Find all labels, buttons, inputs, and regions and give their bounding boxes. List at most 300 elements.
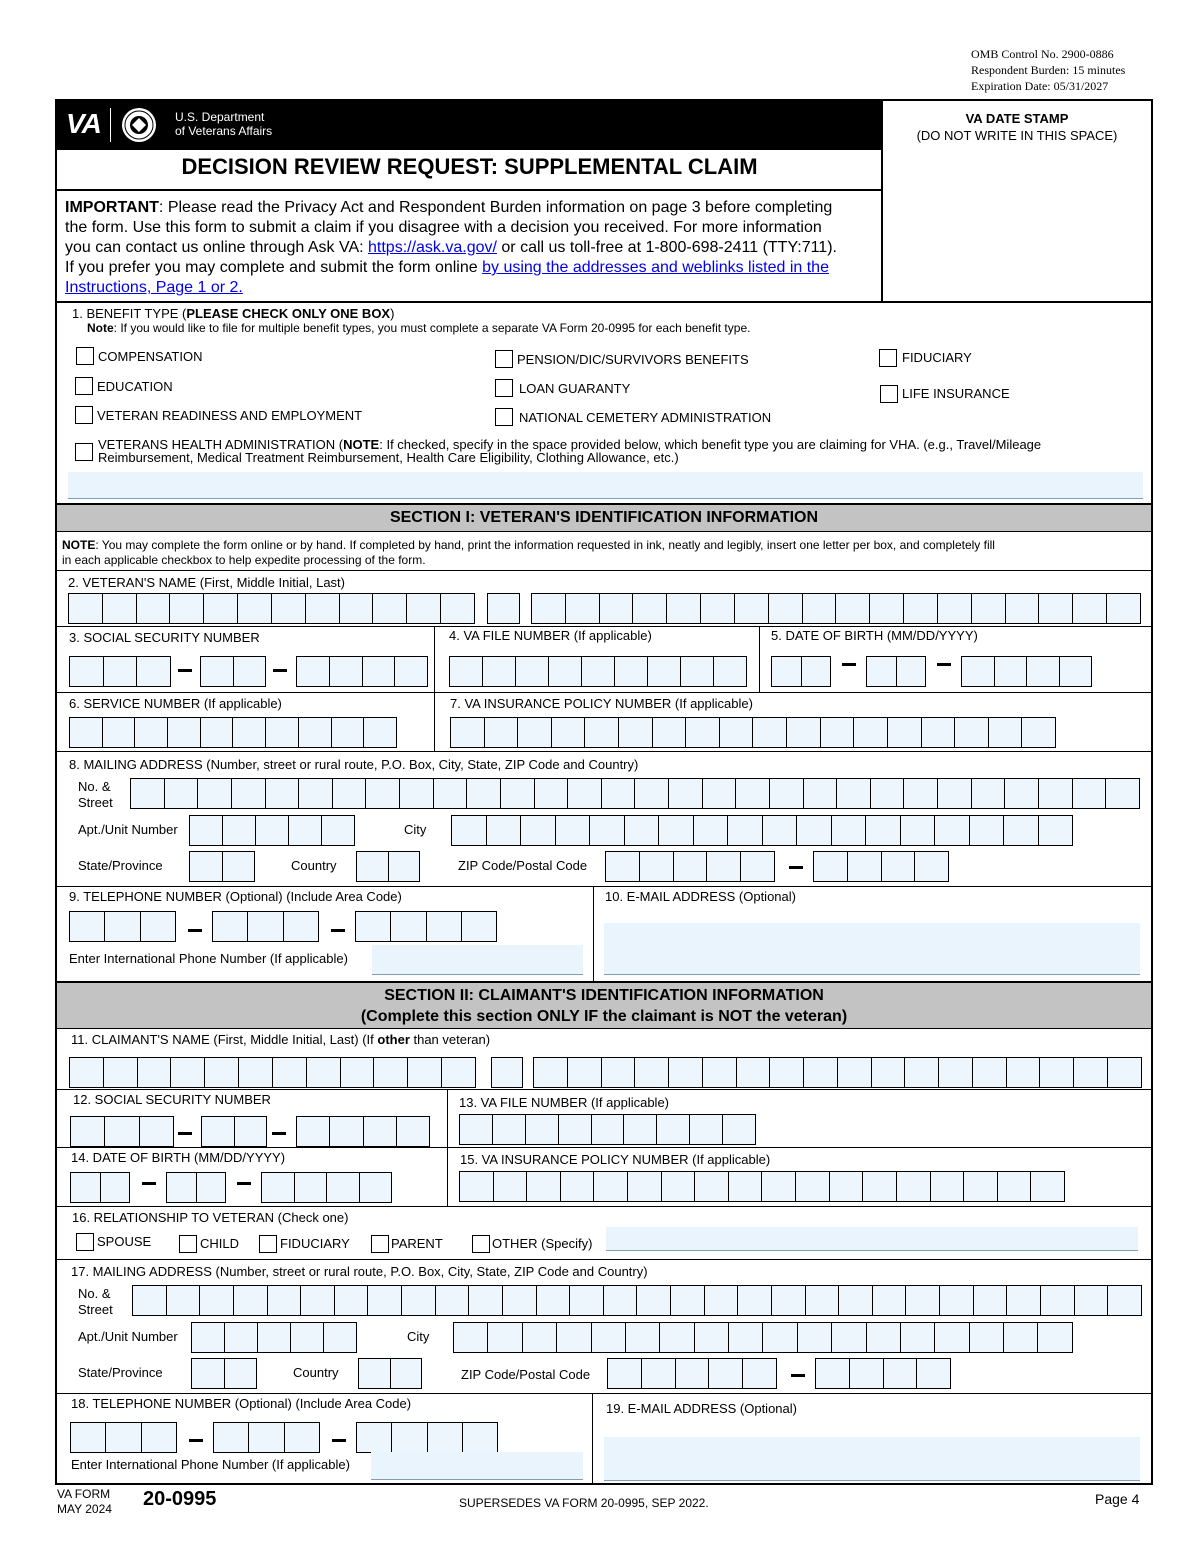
char-box[interactable] <box>192 1359 225 1388</box>
char-box[interactable] <box>291 1323 324 1352</box>
char-box[interactable] <box>720 718 754 747</box>
char-box[interactable] <box>904 594 938 623</box>
char-box[interactable] <box>272 594 306 623</box>
char-box[interactable] <box>503 1286 537 1315</box>
veteran-dob-year[interactable] <box>961 656 1092 687</box>
claimant-phone-area[interactable] <box>70 1422 177 1453</box>
char-box[interactable] <box>882 852 916 881</box>
char-box[interactable] <box>931 1172 965 1201</box>
char-box[interactable] <box>516 657 549 686</box>
char-box[interactable] <box>974 1286 1008 1315</box>
char-box[interactable] <box>602 779 636 808</box>
char-box[interactable] <box>192 1323 225 1352</box>
char-box[interactable] <box>662 1172 696 1201</box>
veteran-middle-initial-box[interactable] <box>487 593 520 624</box>
char-box[interactable] <box>268 1286 302 1315</box>
char-box[interactable] <box>428 1423 463 1452</box>
char-box[interactable] <box>190 852 223 881</box>
char-box[interactable] <box>1007 1286 1041 1315</box>
char-box[interactable] <box>973 1058 1007 1087</box>
char-box[interactable] <box>972 779 1006 808</box>
claimant-zip-boxes[interactable] <box>607 1358 777 1389</box>
char-box[interactable] <box>703 1058 737 1087</box>
claimant-country-boxes[interactable] <box>358 1358 422 1389</box>
char-box[interactable] <box>238 594 272 623</box>
char-box[interactable] <box>707 852 741 881</box>
char-box[interactable] <box>1038 1323 1072 1352</box>
char-box[interactable] <box>256 816 289 845</box>
char-box[interactable] <box>483 657 516 686</box>
char-box[interactable] <box>681 657 714 686</box>
other-checkbox[interactable] <box>472 1235 490 1253</box>
policy-number-boxes[interactable] <box>450 717 1056 748</box>
vre-checkbox[interactable] <box>75 406 93 424</box>
nca-checkbox[interactable] <box>495 408 513 426</box>
char-box[interactable] <box>867 657 897 686</box>
char-box[interactable] <box>225 1359 258 1388</box>
char-box[interactable] <box>619 718 653 747</box>
char-box[interactable] <box>104 1058 138 1087</box>
ask-va-link[interactable]: https://ask.va.gov/ <box>368 239 497 256</box>
char-box[interactable] <box>205 1058 239 1087</box>
char-box[interactable] <box>863 1172 897 1201</box>
char-box[interactable] <box>167 1173 197 1202</box>
char-box[interactable] <box>359 1359 391 1388</box>
char-box[interactable] <box>289 816 322 845</box>
char-box[interactable] <box>552 718 586 747</box>
char-box[interactable] <box>624 1115 657 1144</box>
char-box[interactable] <box>556 816 591 845</box>
char-box[interactable] <box>772 657 802 686</box>
char-box[interactable] <box>797 816 832 845</box>
char-box[interactable] <box>625 816 660 845</box>
char-box[interactable] <box>235 1117 268 1146</box>
char-box[interactable] <box>402 1286 436 1315</box>
char-box[interactable] <box>806 1286 840 1315</box>
char-box[interactable] <box>1007 1058 1041 1087</box>
spouse-checkbox[interactable] <box>76 1233 94 1251</box>
char-box[interactable] <box>669 779 703 808</box>
char-box[interactable] <box>131 779 165 808</box>
char-box[interactable] <box>469 1286 503 1315</box>
char-box[interactable] <box>770 1058 804 1087</box>
char-box[interactable] <box>964 1172 998 1201</box>
char-box[interactable] <box>637 1286 671 1315</box>
char-box[interactable] <box>501 779 535 808</box>
char-box[interactable] <box>626 1323 660 1352</box>
char-box[interactable] <box>301 1286 335 1315</box>
char-box[interactable] <box>460 1115 493 1144</box>
char-box[interactable] <box>366 779 400 808</box>
char-box[interactable] <box>400 779 434 808</box>
char-box[interactable] <box>561 1172 595 1201</box>
char-box[interactable] <box>330 1117 363 1146</box>
char-box[interactable] <box>741 852 775 881</box>
claimant-first-name-boxes[interactable] <box>69 1057 476 1088</box>
claimant-phone-line[interactable] <box>356 1422 498 1453</box>
char-box[interactable] <box>368 1286 402 1315</box>
char-box[interactable] <box>214 1423 249 1452</box>
char-box[interactable] <box>653 718 687 747</box>
char-box[interactable] <box>729 1172 763 1201</box>
char-box[interactable] <box>796 1172 830 1201</box>
char-box[interactable] <box>769 594 803 623</box>
char-box[interactable] <box>674 852 708 881</box>
char-box[interactable] <box>204 594 238 623</box>
char-box[interactable] <box>190 816 223 845</box>
char-box[interactable] <box>873 1286 907 1315</box>
char-box[interactable] <box>940 1286 974 1315</box>
char-box[interactable] <box>200 1286 234 1315</box>
char-box[interactable] <box>604 1286 638 1315</box>
char-box[interactable] <box>735 594 769 623</box>
char-box[interactable] <box>248 912 283 941</box>
char-box[interactable] <box>743 1359 777 1388</box>
char-box[interactable] <box>1005 779 1039 808</box>
char-box[interactable] <box>816 1359 850 1388</box>
claimant-policy-boxes[interactable] <box>459 1171 1065 1202</box>
claimant-email-field[interactable] <box>604 1437 1140 1481</box>
char-box[interactable] <box>905 1058 939 1087</box>
claimant-intl-phone-field[interactable] <box>371 1452 583 1480</box>
char-box[interactable] <box>171 1058 205 1087</box>
service-number-boxes[interactable] <box>69 717 397 748</box>
char-box[interactable] <box>703 779 737 808</box>
char-box[interactable] <box>897 657 927 686</box>
char-box[interactable] <box>137 657 171 686</box>
char-box[interactable] <box>770 779 804 808</box>
char-box[interactable] <box>357 852 389 881</box>
veteran-ssn-part2[interactable] <box>200 656 266 687</box>
char-box[interactable] <box>239 1058 273 1087</box>
instructions-link-b[interactable]: Instructions, Page 1 or 2. <box>65 279 243 296</box>
char-box[interactable] <box>728 816 763 845</box>
char-box[interactable] <box>804 779 838 808</box>
char-box[interactable] <box>391 1359 423 1388</box>
char-box[interactable] <box>694 816 729 845</box>
char-box[interactable] <box>452 816 487 845</box>
veteran-apt-boxes[interactable] <box>189 815 355 846</box>
char-box[interactable] <box>667 594 701 623</box>
char-box[interactable] <box>103 718 136 747</box>
char-box[interactable] <box>867 1323 901 1352</box>
char-box[interactable] <box>105 1117 139 1146</box>
char-box[interactable] <box>798 1323 832 1352</box>
char-box[interactable] <box>648 657 681 686</box>
char-box[interactable] <box>606 852 640 881</box>
claimant-ssn-part1[interactable] <box>70 1116 174 1147</box>
char-box[interactable] <box>434 779 468 808</box>
claimant-ssn-part3[interactable] <box>296 1116 430 1147</box>
char-box[interactable] <box>364 718 397 747</box>
char-box[interactable] <box>559 1115 592 1144</box>
vha-specify-field[interactable] <box>68 472 1143 499</box>
char-box[interactable] <box>299 718 332 747</box>
char-box[interactable] <box>441 594 475 623</box>
veteran-state-boxes[interactable] <box>189 851 255 882</box>
char-box[interactable] <box>585 718 619 747</box>
char-box[interactable] <box>582 657 615 686</box>
char-box[interactable] <box>917 1359 951 1388</box>
char-box[interactable] <box>201 718 234 747</box>
char-box[interactable] <box>897 1172 931 1201</box>
instructions-link-a[interactable]: by using the addresses and weblinks listed in the <box>482 259 829 276</box>
char-box[interactable] <box>1004 816 1039 845</box>
char-box[interactable] <box>1060 657 1093 686</box>
char-box[interactable] <box>333 779 367 808</box>
char-box[interactable] <box>1006 594 1040 623</box>
char-box[interactable] <box>772 1286 806 1315</box>
veteran-phone-area[interactable] <box>69 911 176 942</box>
char-box[interactable] <box>1073 779 1107 808</box>
claimant-ssn-part2[interactable] <box>201 1116 267 1147</box>
char-box[interactable] <box>608 1359 642 1388</box>
veteran-file-boxes[interactable] <box>449 656 747 687</box>
char-box[interactable] <box>832 1323 866 1352</box>
char-box[interactable] <box>202 1117 235 1146</box>
char-box[interactable] <box>669 1058 703 1087</box>
char-box[interactable] <box>602 1058 636 1087</box>
char-box[interactable] <box>360 1173 393 1202</box>
char-box[interactable] <box>1106 779 1140 808</box>
char-box[interactable] <box>285 1423 320 1452</box>
char-box[interactable] <box>103 594 137 623</box>
parent-checkbox[interactable] <box>371 1235 389 1253</box>
char-box[interactable] <box>642 1359 676 1388</box>
char-box[interactable] <box>938 594 972 623</box>
char-box[interactable] <box>1039 816 1074 845</box>
char-box[interactable] <box>408 1058 442 1087</box>
char-box[interactable] <box>535 779 569 808</box>
char-box[interactable] <box>266 779 300 808</box>
char-box[interactable] <box>736 779 770 808</box>
char-box[interactable] <box>494 1172 528 1201</box>
char-box[interactable] <box>262 1173 295 1202</box>
char-box[interactable] <box>101 1173 131 1202</box>
char-box[interactable] <box>165 779 199 808</box>
claimant-phone-prefix[interactable] <box>213 1422 320 1453</box>
char-box[interactable] <box>570 1286 604 1315</box>
char-box[interactable] <box>357 1423 392 1452</box>
char-box[interactable] <box>389 852 421 881</box>
char-box[interactable] <box>70 1058 104 1087</box>
char-box[interactable] <box>307 1058 341 1087</box>
char-box[interactable] <box>854 718 888 747</box>
char-box[interactable] <box>590 816 625 845</box>
char-box[interactable] <box>534 1058 568 1087</box>
char-box[interactable] <box>566 594 600 623</box>
char-box[interactable] <box>258 1323 291 1352</box>
char-box[interactable] <box>335 1286 369 1315</box>
claimant-apt-boxes[interactable] <box>191 1322 357 1353</box>
char-box[interactable] <box>1041 1286 1075 1315</box>
char-box[interactable] <box>225 1323 258 1352</box>
char-box[interactable] <box>142 1423 177 1452</box>
char-box[interactable] <box>695 1323 729 1352</box>
char-box[interactable] <box>989 718 1023 747</box>
char-box[interactable] <box>762 1172 796 1201</box>
veteran-ssn-part3[interactable] <box>296 656 428 687</box>
char-box[interactable] <box>462 912 497 941</box>
char-box[interactable] <box>436 1286 470 1315</box>
char-box[interactable] <box>676 1359 710 1388</box>
char-box[interactable] <box>695 1172 729 1201</box>
char-box[interactable] <box>922 718 956 747</box>
char-box[interactable] <box>397 1117 430 1146</box>
char-box[interactable] <box>234 1286 268 1315</box>
char-box[interactable] <box>705 1286 739 1315</box>
char-box[interactable] <box>105 912 140 941</box>
veteran-street-boxes[interactable] <box>130 778 1140 809</box>
char-box[interactable] <box>488 1323 522 1352</box>
char-box[interactable] <box>836 594 870 623</box>
char-box[interactable] <box>592 1115 625 1144</box>
char-box[interactable] <box>223 852 256 881</box>
char-box[interactable] <box>523 1323 557 1352</box>
char-box[interactable] <box>295 1173 328 1202</box>
char-box[interactable] <box>341 1058 375 1087</box>
char-box[interactable] <box>635 779 669 808</box>
char-box[interactable] <box>600 594 634 623</box>
claimant-street-boxes[interactable] <box>132 1285 1142 1316</box>
char-box[interactable] <box>198 779 232 808</box>
child-checkbox[interactable] <box>179 1235 197 1253</box>
char-box[interactable] <box>104 657 138 686</box>
char-box[interactable] <box>167 1286 201 1315</box>
char-box[interactable] <box>168 718 201 747</box>
char-box[interactable] <box>467 779 501 808</box>
char-box[interactable] <box>804 1058 838 1087</box>
char-box[interactable] <box>442 1058 476 1087</box>
char-box[interactable] <box>70 912 105 941</box>
char-box[interactable] <box>487 816 522 845</box>
char-box[interactable] <box>972 594 1006 623</box>
claimant-last-name-boxes[interactable] <box>533 1057 1142 1088</box>
char-box[interactable] <box>938 779 972 808</box>
char-box[interactable] <box>532 594 566 623</box>
char-box[interactable] <box>1031 1172 1065 1201</box>
life-insurance-checkbox[interactable] <box>880 385 898 403</box>
veteran-first-name-boxes[interactable] <box>68 593 475 624</box>
char-box[interactable] <box>1027 657 1060 686</box>
char-box[interactable] <box>640 852 674 881</box>
char-box[interactable] <box>493 1115 526 1144</box>
char-box[interactable] <box>787 718 821 747</box>
char-box[interactable] <box>970 1323 1004 1352</box>
claimant-file-boxes[interactable] <box>459 1114 756 1145</box>
char-box[interactable] <box>962 657 995 686</box>
veteran-zip4-boxes[interactable] <box>813 851 949 882</box>
char-box[interactable] <box>763 1323 797 1352</box>
char-box[interactable] <box>1108 1058 1142 1087</box>
char-box[interactable] <box>904 779 938 808</box>
char-box[interactable] <box>955 718 989 747</box>
char-box[interactable] <box>884 1359 918 1388</box>
char-box[interactable] <box>1004 1323 1038 1352</box>
char-box[interactable] <box>137 594 171 623</box>
char-box[interactable] <box>1039 594 1073 623</box>
char-box[interactable] <box>374 1058 408 1087</box>
char-box[interactable] <box>803 594 837 623</box>
claimant-zip4-boxes[interactable] <box>815 1358 951 1389</box>
char-box[interactable] <box>233 718 266 747</box>
char-box[interactable] <box>1073 594 1107 623</box>
char-box[interactable] <box>872 1058 906 1087</box>
char-box[interactable] <box>140 1117 174 1146</box>
char-box[interactable] <box>814 852 848 881</box>
char-box[interactable] <box>659 816 694 845</box>
claimant-dob-month[interactable] <box>70 1172 130 1203</box>
char-box[interactable] <box>135 718 168 747</box>
char-box[interactable] <box>332 718 365 747</box>
char-box[interactable] <box>450 657 483 686</box>
char-box[interactable] <box>866 816 901 845</box>
char-box[interactable] <box>306 594 340 623</box>
char-box[interactable] <box>322 816 355 845</box>
char-box[interactable] <box>1022 718 1056 747</box>
char-box[interactable] <box>763 816 798 845</box>
char-box[interactable] <box>234 657 267 686</box>
char-box[interactable] <box>738 1286 772 1315</box>
veteran-phone-prefix[interactable] <box>212 911 319 942</box>
char-box[interactable] <box>1039 779 1073 808</box>
char-box[interactable] <box>213 912 248 941</box>
char-box[interactable] <box>1074 1058 1108 1087</box>
char-box[interactable] <box>363 657 396 686</box>
char-box[interactable] <box>995 657 1028 686</box>
claimant-city-boxes[interactable] <box>453 1322 1073 1353</box>
char-box[interactable] <box>71 1117 105 1146</box>
char-box[interactable] <box>821 718 855 747</box>
char-box[interactable] <box>915 852 949 881</box>
char-box[interactable] <box>839 1286 873 1315</box>
char-box[interactable] <box>427 912 462 941</box>
fiduciary-checkbox[interactable] <box>879 349 897 367</box>
pension-checkbox[interactable] <box>495 350 513 368</box>
char-box[interactable] <box>837 779 871 808</box>
char-box[interactable] <box>141 912 176 941</box>
char-box[interactable] <box>1040 1058 1074 1087</box>
char-box[interactable] <box>671 1286 705 1315</box>
char-box[interactable] <box>998 1172 1032 1201</box>
char-box[interactable] <box>729 1323 763 1352</box>
char-box[interactable] <box>201 657 234 686</box>
char-box[interactable] <box>633 594 667 623</box>
char-box[interactable] <box>848 852 882 881</box>
char-box[interactable] <box>521 816 556 845</box>
char-box[interactable] <box>327 1173 360 1202</box>
char-box[interactable] <box>1075 1286 1109 1315</box>
char-box[interactable] <box>170 594 204 623</box>
char-box[interactable] <box>454 1323 488 1352</box>
char-box[interactable] <box>527 1172 561 1201</box>
char-box[interactable] <box>935 1323 969 1352</box>
char-box[interactable] <box>249 1423 284 1452</box>
char-box[interactable] <box>463 1423 498 1452</box>
char-box[interactable] <box>266 718 299 747</box>
veteran-dob-day[interactable] <box>866 656 926 687</box>
char-box[interactable] <box>594 1172 628 1201</box>
char-box[interactable] <box>133 1286 167 1315</box>
char-box[interactable] <box>324 1323 357 1352</box>
veteran-intl-phone-field[interactable] <box>372 945 583 975</box>
char-box[interactable] <box>391 912 426 941</box>
char-box[interactable] <box>138 1058 172 1087</box>
char-box[interactable] <box>557 1323 591 1352</box>
char-box[interactable] <box>901 1323 935 1352</box>
veteran-email-field[interactable] <box>604 923 1140 975</box>
char-box[interactable] <box>460 1172 494 1201</box>
